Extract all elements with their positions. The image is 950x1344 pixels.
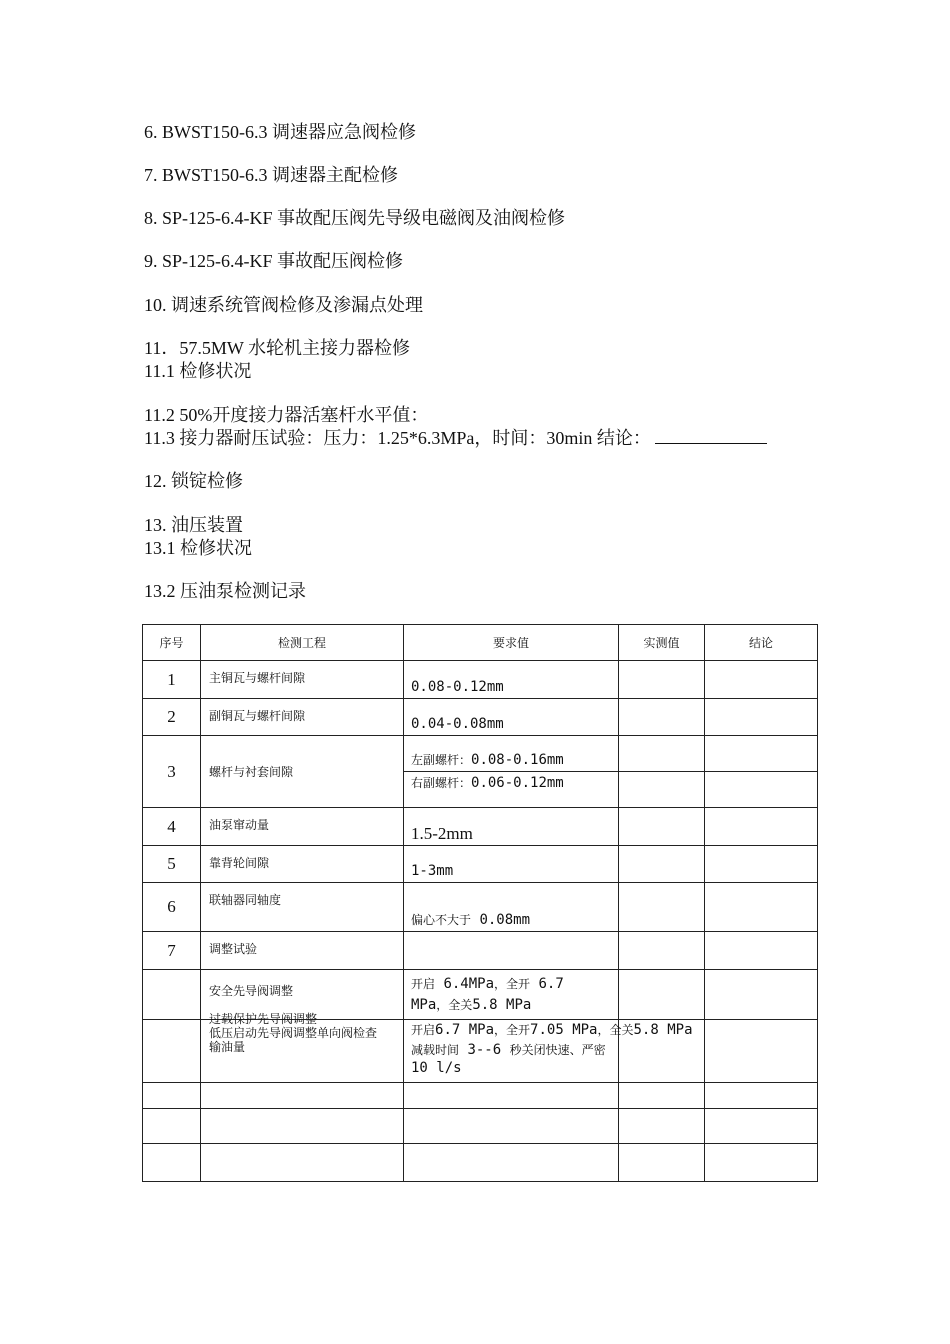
row-item: 安全先导阀调整 <box>201 970 404 1020</box>
header-conclusion: 结论 <box>705 625 818 661</box>
full-open-label: ，全开 <box>494 1023 531 1037</box>
full-close-value: 5.8 MPa <box>472 997 532 1013</box>
conclusion-cell[interactable] <box>705 661 818 699</box>
row-item: 调整试验 <box>201 932 404 970</box>
left-screw-value: 0.08-0.16mm <box>471 752 564 768</box>
empty-cell[interactable] <box>619 1109 705 1144</box>
flow-value: 10 l/s <box>411 1060 462 1076</box>
eccentric-value: 0.08mm <box>479 912 531 928</box>
empty-cell[interactable] <box>143 1083 201 1109</box>
row-no: 7 <box>143 932 201 970</box>
open-label: 开启 <box>411 1023 436 1037</box>
header-required: 要求值 <box>404 625 619 661</box>
row-no <box>143 970 201 1020</box>
empty-cell[interactable] <box>143 1144 201 1182</box>
row-item <box>201 1012 404 1083</box>
conclusion-cell[interactable] <box>705 932 818 970</box>
conclusion-cell[interactable] <box>705 808 818 846</box>
full-close-value: 5.8 MPa <box>633 1022 693 1038</box>
item-9: 9. SP-125-6.4-KF 事故配压阀检修 <box>144 251 404 271</box>
item-13-2: 13.2 压油泵检测记录 <box>144 581 306 601</box>
row-item: 主铜瓦与螺杆间隙 <box>201 661 404 699</box>
measured-cell[interactable] <box>619 699 705 736</box>
row-required: 1-3mm <box>404 846 619 883</box>
empty-cell[interactable] <box>404 1109 619 1144</box>
row-no: 6 <box>143 883 201 932</box>
table-row <box>143 736 818 772</box>
conclusion-cell[interactable] <box>705 1020 818 1083</box>
row-item: 靠背轮间隙 <box>201 846 404 883</box>
measured-cell[interactable] <box>619 661 705 699</box>
eccentric-label: 偏心不大于 <box>411 913 472 927</box>
table-row <box>143 846 818 883</box>
empty-cell[interactable] <box>404 1083 619 1109</box>
row-item: 副铜瓦与螺杆间隙 <box>201 699 404 736</box>
row-required: 0.08-0.12mm <box>404 661 619 699</box>
row-required-left <box>404 736 619 772</box>
row-item: 螺杆与衬套间隙 <box>201 736 404 808</box>
conclusion-cell[interactable] <box>705 883 818 932</box>
item-11-2: 11.2 50%开度接力器活塞杆水平值： <box>144 405 429 425</box>
measured-cell[interactable] <box>619 932 705 970</box>
empty-cell[interactable] <box>143 1109 201 1144</box>
table-row <box>143 883 818 932</box>
table-row <box>143 932 818 970</box>
measured-cell[interactable] <box>619 772 705 808</box>
empty-cell[interactable] <box>201 1144 404 1182</box>
header-no: 序号 <box>143 625 201 661</box>
empty-cell[interactable] <box>619 1083 705 1109</box>
row-no: 5 <box>143 846 201 883</box>
header-measured: 实测值 <box>619 625 705 661</box>
table-row <box>143 808 818 846</box>
empty-cell[interactable] <box>201 1109 404 1144</box>
conclusion-cell[interactable] <box>705 772 818 808</box>
overload-pilot-valve: 过载保护先导阀调整 <box>209 1012 318 1026</box>
conclusion-blank[interactable] <box>655 427 767 444</box>
row-required <box>404 970 619 1020</box>
left-screw-label: 左副螺杆： <box>411 753 472 767</box>
row-required <box>404 883 619 932</box>
table-header-row <box>143 625 818 661</box>
conclusion-cell[interactable] <box>705 699 818 736</box>
full-open-value: 6.7 <box>538 976 564 992</box>
empty-cell[interactable] <box>404 1144 619 1182</box>
empty-cell[interactable] <box>705 1144 818 1182</box>
row-required <box>404 932 619 970</box>
item-11-3 <box>144 427 767 449</box>
row-no: 3 <box>143 736 201 808</box>
row-item: 联轴器同轴度 <box>201 883 404 932</box>
row-no: 4 <box>143 808 201 846</box>
right-screw-value: 0.06-0.12mm <box>471 775 564 791</box>
measured-cell[interactable] <box>619 1020 705 1083</box>
open-value: 6.7 MPa <box>435 1022 495 1038</box>
row-no: 1 <box>143 661 201 699</box>
row-required: 0.04-0.08mm <box>404 699 619 736</box>
empty-cell[interactable] <box>705 1109 818 1144</box>
empty-cell[interactable] <box>705 1083 818 1109</box>
table-row <box>143 661 818 699</box>
measured-cell[interactable] <box>619 808 705 846</box>
full-close-label: ，全关 <box>597 1023 634 1037</box>
item-8: 8. SP-125-6.4-KF 事故配压阀先导级电磁阀及油阀检修 <box>144 208 566 228</box>
unload-time-label: 减载时间 <box>411 1043 460 1057</box>
empty-cell[interactable] <box>201 1083 404 1109</box>
unload-time-value: 3--6 <box>467 1042 502 1058</box>
item-11: 11．57.5MW 水轮机主接力器检修 <box>144 338 410 358</box>
row-no <box>143 1020 201 1083</box>
header-item: 检测工程 <box>201 625 404 661</box>
item-13-1: 13.1 检修状况 <box>144 538 252 558</box>
row-required <box>404 1020 693 1083</box>
item-10: 10. 调速系统管阀检修及渗漏点处理 <box>144 295 423 315</box>
empty-cell[interactable] <box>619 1144 705 1182</box>
item-6: 6. BWST150-6.3 调速器应急阀检修 <box>144 122 416 142</box>
table-row <box>143 1083 818 1109</box>
right-screw-label: 右副螺杆： <box>411 776 472 790</box>
full-open-label: ，全开 <box>494 977 531 991</box>
unload-time-note: 秒关闭快速、严密 <box>509 1043 606 1057</box>
table-row <box>143 1109 818 1144</box>
row-no: 2 <box>143 699 201 736</box>
row-required-right <box>404 772 619 808</box>
item-13: 13. 油压装置 <box>144 515 243 535</box>
conclusion-cell[interactable] <box>705 846 818 883</box>
item-12: 12. 锁锭检修 <box>144 471 243 491</box>
full-close-label: ，全关 <box>436 998 473 1012</box>
item-7: 7. BWST150-6.3 调速器主配检修 <box>144 165 398 185</box>
measured-cell[interactable] <box>619 736 705 772</box>
measured-cell[interactable] <box>619 846 705 883</box>
measured-cell[interactable] <box>619 883 705 932</box>
table-row <box>143 1144 818 1182</box>
open-label: 开启 <box>411 977 436 991</box>
row-required: 1.5-2mm <box>404 808 619 846</box>
measured-cell[interactable] <box>619 970 705 1020</box>
low-pressure-pilot-valve: 低压启动先导阀调整单向阀检查 <box>209 1026 378 1040</box>
full-open-value: 7.05 MPa <box>530 1022 598 1038</box>
item-11-3-text: 11.3 接力器耐压试验：压力：1.25*6.3MPa，时间：30min 结论： <box>144 428 651 448</box>
mpa-unit: MPa <box>411 997 437 1013</box>
conclusion-cell[interactable] <box>705 970 818 1020</box>
table-row <box>143 1020 818 1083</box>
row-item: 油泵窜动量 <box>201 808 404 846</box>
item-11-1: 11.1 检修状况 <box>144 361 252 381</box>
table-row <box>143 699 818 736</box>
pump-inspection-table <box>142 624 818 1182</box>
conclusion-cell[interactable] <box>705 736 818 772</box>
oil-delivery: 输油量 <box>209 1040 246 1054</box>
open-value: 6.4MPa <box>443 976 495 992</box>
